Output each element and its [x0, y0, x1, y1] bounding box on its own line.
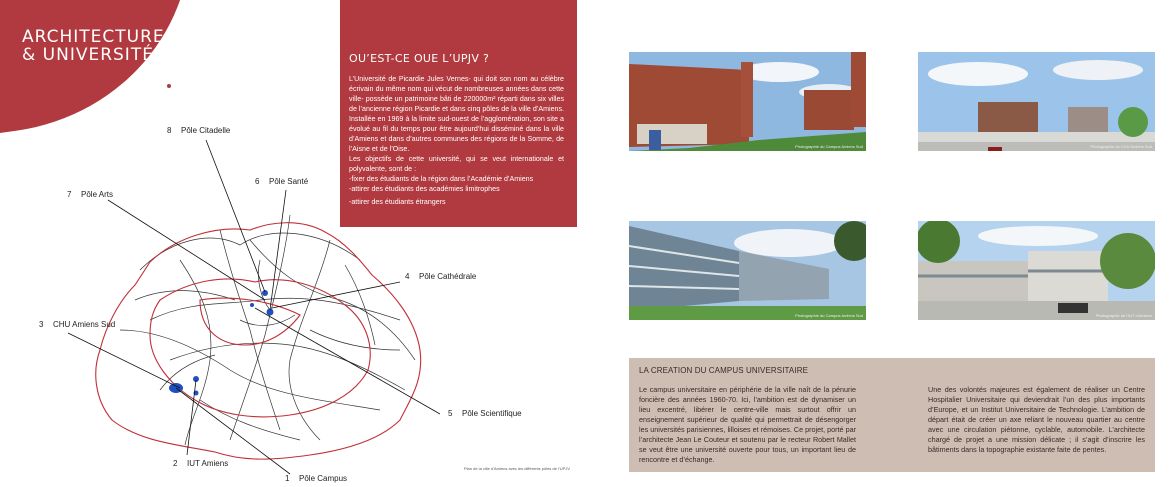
map-label-sante: 6 Pôle Santé [255, 177, 309, 186]
map-label-chu: 3 CHU Amiens Sud [39, 320, 116, 329]
photo-2-illustration [918, 52, 1155, 151]
photo-credit-3: Photographie du Campus Amiens Sud [795, 313, 863, 318]
photo-iut [918, 221, 1155, 320]
photo-credit-2: Photographie du CHU Amiens Sud [1090, 144, 1152, 149]
street-network [120, 215, 415, 445]
map-label-arts: 7 Pôle Arts [67, 190, 114, 199]
city-boundary [96, 223, 421, 459]
right-page [585, 0, 1170, 487]
campus-text-col-1: Le campus universitaire en périphérie de la ville naît de la pénurie foncière des années 1960-70. Ici, l’ambition est de dynamiser un lieu excentré, libérer le centre-ville mais surtout offrir un enseignement supérieur de qualité qui permettrait de désengorger les universités parisiennes, lilloises et rémoises. Ce projet, porté par l’architecte Jean Le Couteur et soutenu par le recteur Robert Mallet se veut être une université ouverte pour tous, un important lieu de rencontre et d’échange. [639, 385, 856, 464]
photo-4-illustration [918, 221, 1155, 320]
photo-credit-4: Photographie de l’IUT d’Amiens [1095, 313, 1152, 318]
map-label-campus: 1 Pôle Campus [285, 474, 348, 483]
photo-campus-brick [629, 52, 866, 151]
info-bullet-3: -attirer des étudiants étrangers [349, 198, 446, 206]
title-line-1: ARCHITECTURES [22, 27, 177, 47]
info-paragraph-2: Les objectifs de cette université, qui se veut internationale et polyvalente, sont de : [349, 155, 564, 173]
photo-credit-1: Photographie du Campus Amiens Sud [795, 144, 863, 149]
campus-markers [169, 290, 274, 396]
title-line-2: & UNIVERSITÉS [22, 45, 166, 65]
map-label-citadelle: 8 Pôle Citadelle [167, 126, 231, 135]
photo-3-illustration [629, 221, 866, 320]
campus-text-col-2: Une des volontés majeures est également de réaliser un Centre Hospitalier Universitaire qui deviendrait l’un des plus importants d’Europe, et un Institut Universitaire de Technologie. L’ambition de départ était de créer un axe reliant le nouveau quartier au centre avec une circulation piétonne, cyclable, automobile. L’architecte chargé de projet a une mission délicate ; il s’agit d’inscrire les bâtiments dans la topographie existante faite de pentes. [928, 385, 1145, 454]
info-bullet-2: -attirer des étudiants des académies limitrophes [349, 185, 500, 193]
campus-title: LA CREATION DU CAMPUS UNIVERSITAIRE [639, 366, 809, 375]
map-caption: Plan de la ville d’Amiens avec les différents pôles de l’UPJV [464, 466, 570, 471]
campus-panel [629, 358, 1155, 472]
map-label-iut: 2 IUT Amiens [173, 459, 229, 468]
info-paragraph-1: L’Université de Picardie Jules Vernes- qui doit son nom au célèbre écrivain du même nom qui vécut de nombreuses années dans cette ville- possède un patrimoine bâti de 220000m² réparti dans six villes de l’ancienne région Picardie et dans cinq pôles de la ville d’Amiens. Installée en 1969 à la limite sud-ouest de l’agglomération, son site a évolué au fil du temps pour être aujourd’hui disséminé dans la ville d’Amiens et dans d’autres communes des régions de la Somme, de l’Aisne et de l’Oise. [349, 75, 564, 153]
marker-centre [250, 303, 254, 307]
photo-chu [918, 52, 1155, 151]
photo-campus-glass [629, 221, 866, 320]
info-heading: OU’EST-CE OUE L’UPJV ? [349, 52, 490, 65]
map-label-scientifique: 5 Pôle Scientifique [448, 409, 522, 418]
photo-1-illustration [629, 52, 866, 151]
map-label-cathedrale: 4 Pôle Cathédrale [405, 272, 477, 281]
info-bullet-1: -fixer des étudiants de la région dans l’Académie d’Amiens [349, 175, 534, 183]
leader-lines [68, 140, 440, 474]
